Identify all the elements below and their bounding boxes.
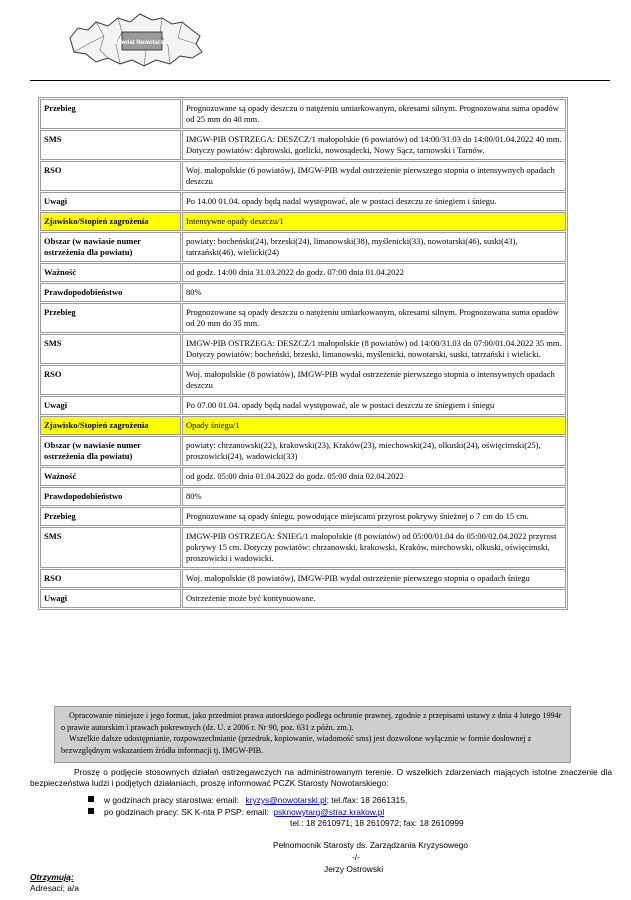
contact-phone-numbers: tel.: 18 2610971; 18 2610972; fax: 18 2610999	[290, 818, 464, 828]
row-value: Opady śniegu/1	[182, 416, 566, 435]
table-row	[40, 263, 566, 282]
logo-text: Powiat Nowotarski	[115, 40, 169, 46]
row-label: Przebieg	[40, 99, 181, 129]
row-value: Woj. małopolskie (8 powiatów), IMGW-PIB wydał ostrzeżenie pierwszego stopnia o opadach śniegu	[182, 569, 566, 588]
row-value: powiaty: chrzanowski(22), krakowski(23), Kraków(23), miechowski(24), olkuski(24), oświęcimski(25), proszowicki(24), wadowicki(33)	[182, 436, 566, 466]
row-label: Ważność	[40, 263, 181, 282]
table-row	[40, 467, 566, 486]
table-row	[40, 436, 566, 466]
row-label: SMS	[40, 130, 181, 160]
row-value: IMGW-PIB OSTRZEGA: DESZCZ/1 małopolskie (8 powiatów) od 14:00/31.03 do 07:00/01.04.2022 35 mm. Dotyczy powiatów: bocheński, brzeski, limanowski, myślenicki, nowotarski, suski, tatrzański i wielicki.	[182, 334, 566, 364]
table-row	[40, 303, 566, 333]
bullet-icon	[88, 796, 94, 802]
row-value: Intensywne opady deszczu/1	[182, 212, 566, 231]
row-value: Po 14.00 01.04. opady będą nadal występować, ale w postaci deszczu ze śniegiem i śniegu.	[182, 192, 566, 211]
table-row	[40, 334, 566, 364]
row-value: 80%	[182, 283, 566, 302]
row-label: Zjawisko/Stopień zagrożenia	[40, 212, 181, 231]
contact-office-hours	[88, 795, 407, 806]
signature-name: Jerzy Ostrowski	[324, 864, 384, 874]
row-label: SMS	[40, 334, 181, 364]
row-value: Prognozowane są opady śniegu, powodujące miejscami przyrost pokrywy śnieżnej o 7 cm do 15 cm.	[182, 507, 566, 526]
contact-office-suffix: ; tel./fax: 18 2661315,	[326, 795, 408, 805]
copyright-paragraph-2: Wszelkie dalsze udostępnianie, rozpowszechnianie (przedruk, kopiowanie, wiadomość sms) jest dozwolone wyłącznie w formie dosłownej z bezwzględnym wskazaniem źródła informacji tj. IMGW-PIB.	[61, 734, 532, 755]
table-row	[40, 527, 566, 568]
row-label: Obszar (w nawiasie numer ostrzeżenia dla powiatu)	[40, 232, 181, 262]
row-value: od godz. 05:00 dnia 01.04.2022 do godz. 05:00 dnia 02.04.2022	[182, 467, 566, 486]
row-value: od godz. 14:00 dnia 31.03.2022 do godz. 07:00 dnia 01.04.2022	[182, 263, 566, 282]
contact-after-hours	[88, 807, 384, 818]
copyright-notice	[54, 706, 571, 763]
table-row	[40, 161, 566, 191]
table-row	[40, 487, 566, 506]
table-row	[40, 569, 566, 588]
table-row	[40, 283, 566, 302]
row-label: RSO	[40, 365, 181, 395]
row-value: Po 07.00 01.04. opady będą nadal występować, ale w postaci deszczu ze śniegiem i śniegu	[182, 396, 566, 415]
table-row	[40, 396, 566, 415]
after-hours-email-link[interactable]: psknowytarg@straz.krakow.pl	[273, 807, 385, 817]
recipients-value: Adresaci; a/a	[30, 883, 79, 893]
row-value: powiaty: bocheński(24), brzeski(24), limanowski(38), myślenicki(33), nowotarski(46), suski(43), tatrzański(46), wielicki(24)	[182, 232, 566, 262]
row-label: Prawdopodobieństwo	[40, 283, 181, 302]
table-row	[40, 130, 566, 160]
contact-office-prefix: w godzinach pracy starostwa: email:	[104, 795, 239, 805]
row-label: RSO	[40, 569, 181, 588]
row-label: Obszar (w nawiasie numer ostrzeżenia dla powiatu)	[40, 436, 181, 466]
row-label: Uwagi	[40, 396, 181, 415]
row-value: IMGW-PIB OSTRZEGA: DESZCZ/1 małopolskie (6 powiatów) od 14:00/31.03 do 14:00/01.04.2022 40 mm. Dotyczy powiatów: dąbrowski, gorlicki, nowosądecki, Nowy Sącz, tarnowski i Tarnów.	[182, 130, 566, 160]
table-row	[40, 507, 566, 526]
row-label: Uwagi	[40, 192, 181, 211]
table-row	[40, 192, 566, 211]
row-value: Ostrzeżenie może być kontynuowane.	[182, 589, 566, 608]
powiat-logo	[60, 10, 210, 70]
row-value: 80%	[182, 487, 566, 506]
row-value: Prognozowane są opady deszczu o natężeniu umiarkowanym, okresami silnym. Prognozowana suma opadów od 20 mm do 35 mm.	[182, 303, 566, 333]
table-row	[40, 212, 566, 231]
row-label: Przebieg	[40, 507, 181, 526]
row-value: Woj. małopolskie (8 powiatów), IMGW-PIB wydał ostrzeżenie pierwszego stopnia o intensywnych opadach deszczu	[182, 365, 566, 395]
row-label: Uwagi	[40, 589, 181, 608]
bullet-icon	[88, 808, 94, 814]
copyright-paragraph-1: Opracowanie niniejsze i jego format, jako przedmiot prawa autorskiego podlega ochronie prawnej, zgodnie z przepisami ustawy z dnia 4 lutego 1994r o prawie autorskim i prawach pokrewnych (dz. U. z 2006 r. Nr 90, poz. 631 z późn. zm.).	[61, 711, 562, 732]
row-label: SMS	[40, 527, 181, 568]
row-value: IMGW-PIB OSTRZEGA: ŚNIEG/1 małopolskie (8 powiatów) od 05:00/01.04 do 05:00/02.04.2022 przyrost pokrywy 15 cm. Dotyczy powiatów: chrzanowski, krakowski, Kraków, miechowski, olkuski, oświęcimski, proszowicki i wadowicki.	[182, 527, 566, 568]
contact-after-prefix: po godzinach pracy: SK K-nta P PSP: email:	[104, 807, 269, 817]
request-paragraph: Proszę o podjęcie stosownych działań ostrzegawczych na administrowanym terenie. O wszelkich zdarzeniach mających istotne znaczenie dla bezpieczeństwa ludzi i podjętych działaniach, proszę informować PCZK Starosty Nowotarskiego:	[30, 767, 612, 788]
table-row	[40, 589, 566, 608]
header-divider	[30, 80, 610, 81]
row-label: Przebieg	[40, 303, 181, 333]
warning-table	[38, 97, 568, 610]
table-row	[40, 416, 566, 435]
row-label: RSO	[40, 161, 181, 191]
table-row	[40, 232, 566, 262]
table-row	[40, 99, 566, 129]
table-row	[40, 365, 566, 395]
signature-title: Pełnomocnik Starosty ds. Zarządzania Kryzysowego	[273, 840, 469, 850]
row-label: Prawdopodobieństwo	[40, 487, 181, 506]
row-label: Ważność	[40, 467, 181, 486]
signature-mark: -/-	[352, 852, 360, 862]
row-value: Woj. małopolskie (6 powiatów), IMGW-PIB wydał ostrzeżenie pierwszego stopnia o intensywnych opadach deszczu	[182, 161, 566, 191]
row-label: Zjawisko/Stopień zagrożenia	[40, 416, 181, 435]
row-value: Prognozowane są opady deszczu o natężeniu umiarkowanym, okresami silnym. Prognozowana suma opadów od 25 mm do 40 mm.	[182, 99, 566, 129]
office-email-link[interactable]: kryzys@nowotarski.pl	[245, 795, 327, 805]
recipients-label: Otrzymują:	[30, 872, 74, 882]
warning-table-body	[40, 99, 566, 608]
